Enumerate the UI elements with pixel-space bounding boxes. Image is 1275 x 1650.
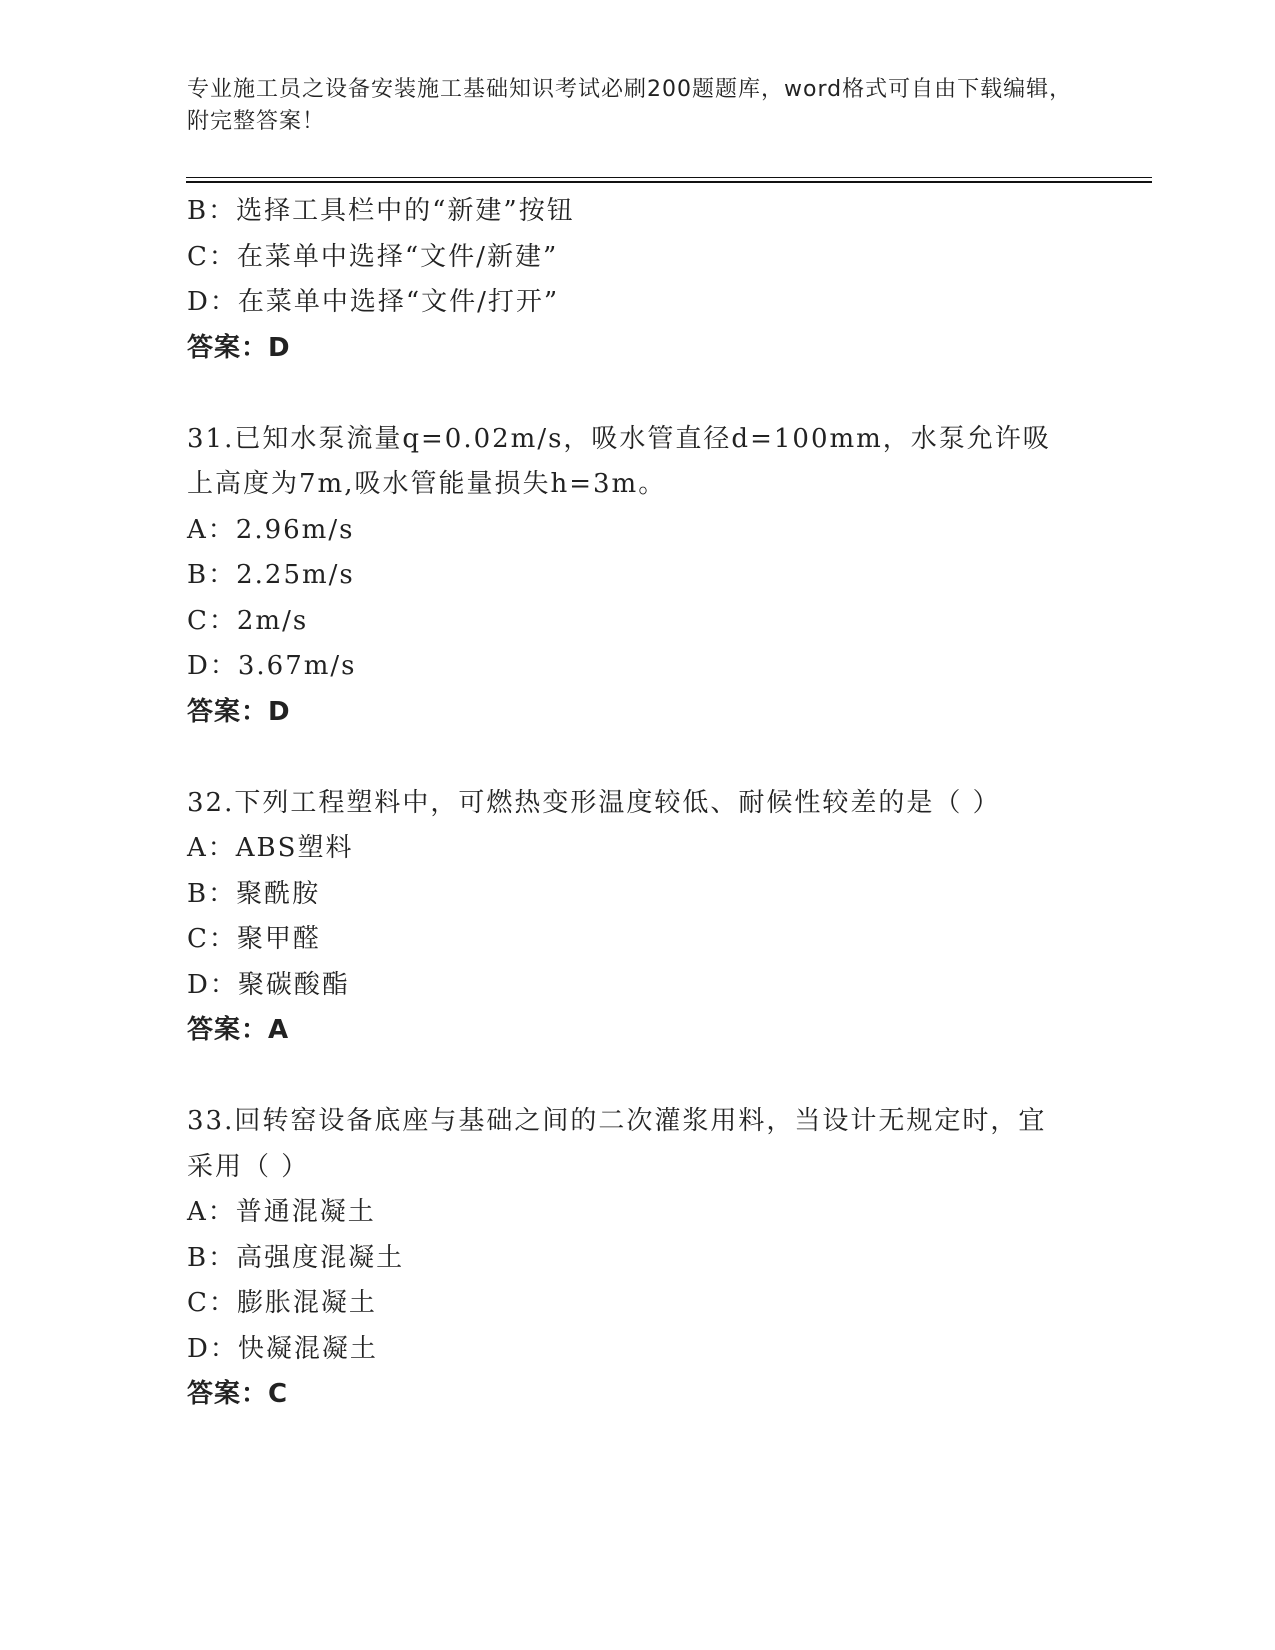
block-spacer [187, 371, 1087, 417]
option-a: A：2.96m/s [187, 514, 355, 545]
question-block [187, 189, 1087, 371]
header-divider-thick [186, 181, 1152, 183]
option-a: A：普通混凝土 [187, 1197, 376, 1227]
block-spacer [187, 735, 1087, 781]
question-block [187, 1099, 1087, 1418]
option-c: C：膨胀混凝土 [187, 1288, 377, 1318]
option-d: D：3.67m/s [187, 651, 357, 681]
question-stem: 32.下列工程塑料中，可燃热变形温度较低、耐候性较差的是（ ） [187, 787, 1001, 818]
option-d: D：聚碳酸酯 [187, 969, 350, 1000]
option-b: B：高强度混凝土 [187, 1242, 405, 1273]
answer-label: 答案：C [187, 1379, 289, 1409]
option-c: C：在菜单中选择“文件/新建” [187, 241, 559, 272]
header-divider-thin [186, 177, 1152, 178]
option-d: D：在菜单中选择“文件/打开” [187, 287, 560, 317]
option-c: C：2m/s [187, 605, 309, 636]
question-block [187, 417, 1087, 736]
answer-label: 答案：A [187, 1015, 290, 1045]
question-stem: 31.已知水泵流量q=0.02m/s，吸水管直径d=100mm，水泵允许吸上高度为7m,吸水管能量损失h=3m。 [187, 423, 1051, 499]
option-b: B：选择工具栏中的“新建”按钮 [187, 196, 575, 226]
answer-label: 答案：D [187, 332, 291, 363]
question-list [187, 189, 1087, 1418]
option-c: C：聚甲醛 [187, 924, 321, 954]
option-d: D：快凝混凝土 [187, 1333, 378, 1364]
option-b: B：聚酰胺 [187, 878, 321, 909]
block-spacer [187, 1054, 1087, 1100]
question-block [187, 781, 1087, 1054]
option-a: A：ABS塑料 [187, 833, 354, 863]
document-header [187, 74, 1087, 138]
question-stem: 33.回转窑设备底座与基础之间的二次灌浆用料，当设计无规定时，宜采用（ ） [187, 1106, 1047, 1182]
header-title: 专业施工员之设备安装施工基础知识考试必刷200题题库，word格式可自由下载编辑，附完整答案！ [187, 77, 1073, 134]
option-b: B：2.25m/s [187, 560, 355, 590]
answer-label: 答案：D [187, 696, 291, 727]
